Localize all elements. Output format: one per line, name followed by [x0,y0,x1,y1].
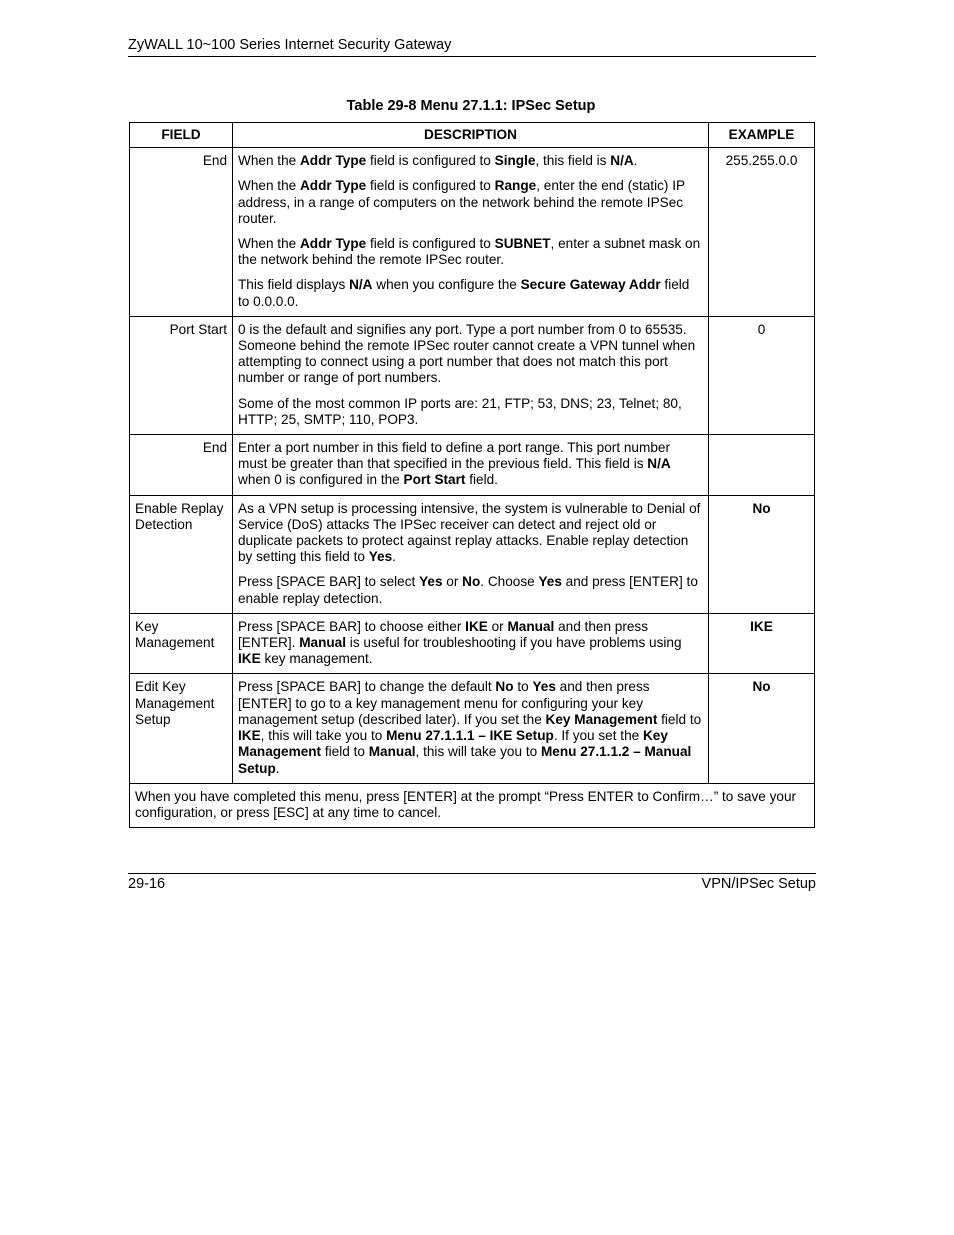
column-header-description: DESCRIPTION [233,123,709,148]
description-paragraph: Press [SPACE BAR] to select Yes or No. Choose Yes and press [ENTER] to enable replay detection. [238,574,698,606]
description-cell [233,316,709,434]
example-cell [709,435,815,496]
field-cell: Key Management [130,613,233,674]
example-cell: No [709,495,815,613]
table-row [130,613,815,674]
field-cell: End [130,148,233,317]
table-row [130,316,815,434]
description-paragraph: When the Addr Type field is configured to Single, this field is N/A. [238,153,638,169]
description-paragraph: When the Addr Type field is configured to SUBNET, enter a subnet mask on the network behind the remote IPSec router. [238,236,701,268]
description-paragraph: As a VPN setup is processing intensive, the system is vulnerable to Denial of Service (DoS) attacks The IPSec receiver can detect and reject old or duplicate packets to protect against replay attacks. Enable replay detection by setting this field to Yes. [238,500,701,565]
description-paragraph: Press [SPACE BAR] to choose either IKE or Manual and then press [ENTER]. Manual is useful for troubleshooting if you have problems using IKE key management. [238,618,682,667]
field-cell: Enable Replay Detection [130,495,233,613]
table-row [130,674,815,783]
table-row [130,495,815,613]
example-cell: IKE [709,613,815,674]
description-paragraph: Press [SPACE BAR] to change the default No to Yes and then press [ENTER] to go to a key management menu for configuring your key management setup (described later). If you set the Key Management field to IKE, this will take you to Menu 27.1.1.1 – IKE Setup. If you set the Key Management field to Manual, this will take you to Menu 27.1.1.2 – Manual Setup. [238,679,702,776]
description-cell [233,613,709,674]
field-cell: End [130,435,233,496]
description-paragraph: Some of the most common IP ports are: 21, FTP; 53, DNS; 23, Telnet; 80, HTTP; 25, SMTP; 110, POP3. [238,395,682,427]
description-cell [233,435,709,496]
field-cell: Edit Key Management Setup [130,674,233,783]
table-footnote: When you have completed this menu, press [ENTER] at the prompt “Press ENTER to Confirm…” to save your configuration, or press [ESC] at any time to cancel. [130,783,815,827]
field-cell: Port Start [130,316,233,434]
table-header-row [130,123,815,148]
description-cell [233,674,709,783]
description-paragraph: 0 is the default and signifies any port. Type a port number from 0 to 65535. Someone behind the remote IPSec router cannot create a VPN tunnel when attempting to connect using a port number that does not match this port number or range of port numbers. [238,321,696,386]
page-footer [128,873,816,892]
page-header [128,37,816,57]
header-title: ZyWALL 10~100 Series Internet Security Gateway [128,37,452,53]
description-cell [233,495,709,613]
example-cell: 255.255.0.0 [709,148,815,317]
description-cell [233,148,709,317]
ipsec-setup-table [129,122,815,828]
example-cell: No [709,674,815,783]
description-paragraph: Enter a port number in this field to define a port range. This port number must be greater than that specified in the previous field. This field is N/A when 0 is configured in the Port Start field. [238,440,671,488]
column-header-example: EXAMPLE [709,123,815,148]
table-note-row [130,783,815,827]
table-row [130,148,815,317]
table-row [130,435,815,496]
table-caption: Table 29-8 Menu 27.1.1: IPSec Setup [346,98,596,114]
description-paragraph: When the Addr Type field is configured to Range, enter the end (static) IP address, in a range of computers on the network behind the remote IPSec router. [238,178,685,226]
column-header-field: FIELD [130,123,233,148]
description-paragraph: This field displays N/A when you configure the Secure Gateway Addr field to 0.0.0.0. [238,277,690,309]
section-name: VPN/IPSec Setup [701,876,816,892]
example-cell: 0 [709,316,815,434]
page-number: 29-16 [128,876,166,892]
